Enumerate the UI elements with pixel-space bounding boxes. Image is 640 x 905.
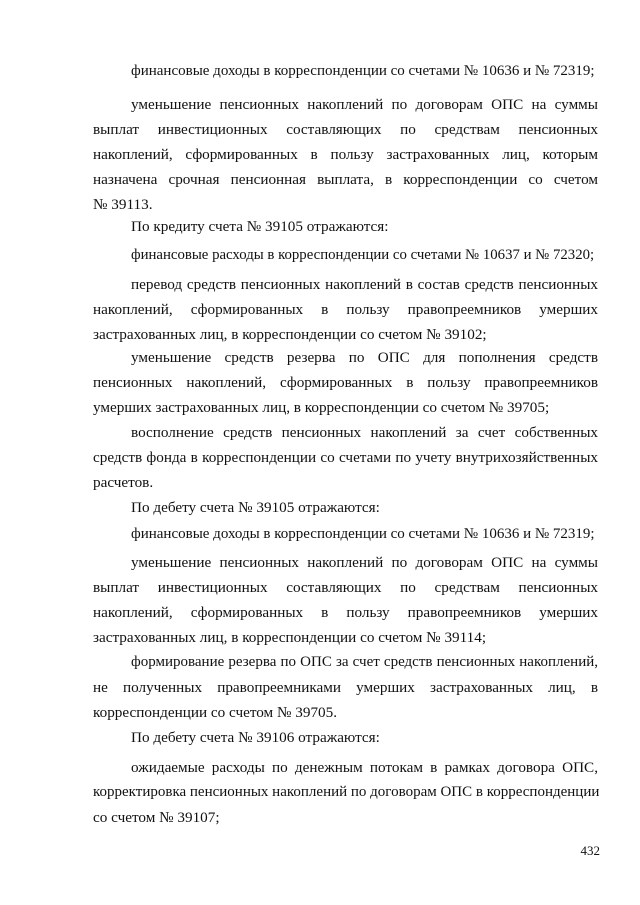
paragraph-9 [93,522,598,547]
text-line: со счетом № 39107; [93,809,220,826]
text-line: застрахованных лиц, в корреспонденции со счетом № 39102; [93,326,487,343]
text-line: восполнение средств пенсионных накоплений за счет собственных [131,424,598,441]
paragraph-2 [93,92,598,217]
text-line: ожидаемые расходы по денежным потокам в рамках договора ОПС, [131,759,598,776]
text-line: пенсионных накоплений, сформированных в пользу правопреемников [93,374,598,391]
text-line: накоплений, сформированных в пользу правопреемников умерших [93,604,598,621]
paragraph-8 [93,495,598,520]
paragraph-10 [93,550,598,650]
text-line: уменьшение пенсионных накоплений по договорам ОПС на суммы [131,554,598,571]
text-line: накоплений, сформированных в пользу правопреемников умерших [93,301,598,318]
paragraph-13 [93,755,598,830]
text-line: финансовые доходы в корреспонденции со счетами № 10636 и № 72319; [131,526,595,542]
text-line: выплат инвестиционных составляющих по средствам пенсионных [93,121,598,138]
text-line: № 39113. [93,196,153,213]
text-line: назначена срочная пенсионная выплата, в корреспонденции со счетом [93,171,598,188]
paragraph-7 [93,420,598,495]
text-line: формирование резерва по ОПС за счет средств пенсионных накоплений, [131,654,598,670]
paragraph-12 [93,725,598,750]
paragraph-1 [93,59,598,84]
paragraph-6 [93,345,598,420]
text-line: перевод средств пенсионных накоплений в состав средств пенсионных [131,276,598,293]
text-line: корреспонденции со счетом № 39705. [93,704,338,721]
paragraph-11 [93,650,598,725]
text-line: По дебету счета № 39106 отражаются: [131,729,380,746]
paragraph-4 [93,243,598,268]
text-line: финансовые доходы в корреспонденции со счетами № 10636 и № 72319; [131,63,595,79]
paragraph-3 [93,214,598,239]
text-line: финансовые расходы в корреспонденции со счетами № 10637 и № 72320; [131,247,595,263]
text-line: корректировка пенсионных накоплений по договорам ОПС в корреспонденции [93,784,600,800]
text-line: средств фонда в корреспонденции со счетами по учету внутрихозяйственных [93,449,598,466]
text-line: По кредиту счета № 39105 отражаются: [131,218,389,235]
text-line: не полученных правопреемниками умерших застрахованных лиц, в [93,679,598,696]
text-line: накоплений, сформированных в пользу застрахованных лиц, которым [93,146,598,163]
text-line: застрахованных лиц, в корреспонденции со счетом № 39114; [93,629,487,646]
text-line: По дебету счета № 39105 отражаются: [131,499,380,516]
text-line: умерших застрахованных лиц, в корреспонденции со счетом № 39705; [93,399,550,416]
page-number: 432 [580,843,600,858]
text-line: уменьшение пенсионных накоплений по договорам ОПС на суммы [131,96,598,113]
text-line: расчетов. [93,474,154,491]
paragraph-5 [93,272,598,347]
text-line: уменьшение средств резерва по ОПС для пополнения средств [131,349,598,366]
text-line: выплат инвестиционных составляющих по средствам пенсионных [93,579,598,596]
